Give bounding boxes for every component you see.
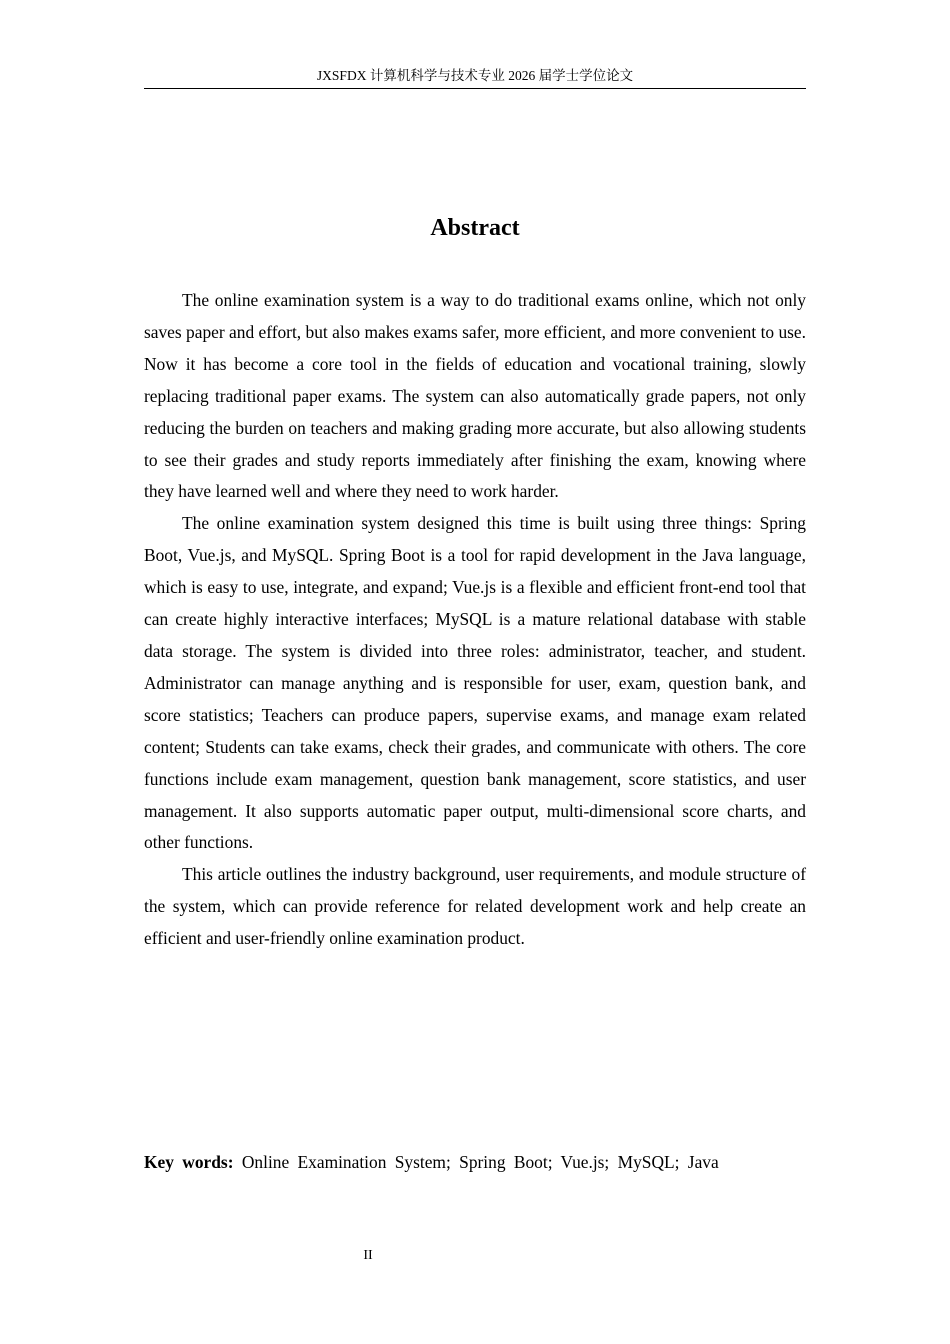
abstract-paragraph-1: The online examination system is a way to do traditional exams online, which not only saves paper and effort, but also makes exams safer, more efficient, and more convenient to use. Now it has become a core tool in the fields of education and vocational training, slowly replacing traditional paper exams. The system can also automatically grade papers, not only reducing the burden on teachers and making grading more accurate, but also allowing students to see their grades and study reports immediately after finishing the exam, knowing where they have learned well and where they need to work harder. <box>144 290 806 502</box>
keywords-text: Online Examination System; Spring Boot; Vue.js; MySQL; Java <box>241 1152 719 1172</box>
header-text: JXSFDX 计算机科学与技术专业 2026 届学士学位论文 <box>316 68 634 83</box>
abstract-title: Abstract <box>430 215 520 241</box>
abstract-body <box>144 285 806 955</box>
keywords-label: Key words: <box>144 1152 234 1172</box>
running-header <box>144 66 806 89</box>
keywords-line <box>144 1147 806 1179</box>
abstract-paragraph-2: The online examination system designed this time is built using three things: Spring Boot, Vue.js, and MySQL. Spring Boot is a tool for rapid development in the Java language, which is easy to use, integrate, and expand; Vue.js is a flexible and efficient front-end tool that can create highly interactive interfaces; MySQL is a mature relational database with stable data storage. The system is divided into three roles: administrator, teacher, and student. Administrator can manage anything and is responsible for user, exam, question bank, and score statistics; Teachers can produce papers, supervise exams, and manage exam related content; Students can take exams, check their grades, and communicate with others. The core functions include exam management, question bank management, score statistics, and user management. It also supports automatic paper output, multi-dimensional score charts, and other functions. <box>144 513 806 853</box>
page-number: II <box>363 1248 373 1263</box>
abstract-paragraph-3: This article outlines the industry background, user requirements, and module structure of the system, which can provide reference for related development work and help create an efficient and user-friendly online examination product. <box>144 864 806 949</box>
